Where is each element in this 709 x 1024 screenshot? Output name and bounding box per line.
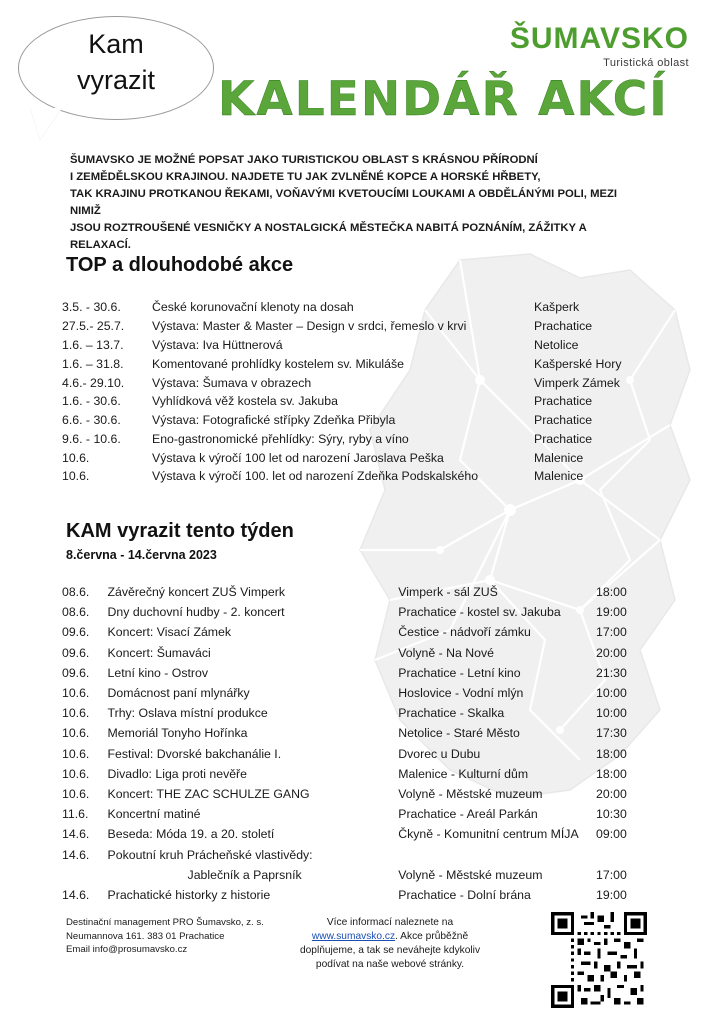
event-time: 21:30 bbox=[596, 665, 627, 680]
event-time: 10:00 bbox=[596, 686, 627, 701]
event-name: Výstava: Fotografické střípky Zdeňka Přibyla bbox=[152, 413, 396, 428]
event-name: Eno-gastronomické přehlídky: Sýry, ryby a víno bbox=[152, 431, 409, 446]
event-place: Kašperské Hory bbox=[534, 356, 622, 371]
event-date bbox=[62, 865, 102, 885]
event-place: Prachatice bbox=[534, 394, 593, 409]
event-place: Prachatice - kostel sv. Jakuba bbox=[398, 605, 561, 620]
table-row bbox=[62, 354, 652, 373]
table-row bbox=[62, 885, 662, 905]
event-date: 3.5. - 30.6. bbox=[62, 300, 121, 315]
table-row bbox=[62, 764, 662, 784]
speech-bubble-tail bbox=[30, 108, 62, 140]
event-name: Festival: Dvorské bakchanálie I. bbox=[107, 746, 282, 761]
brand-subtitle: Turistická oblast bbox=[603, 57, 689, 69]
bubble-line-1: Kam bbox=[88, 29, 144, 59]
section-title-week-events: KAM vyrazit tento týden bbox=[66, 520, 294, 542]
more-info-line-2: . Akce průběžně bbox=[395, 931, 469, 942]
top-events-body bbox=[62, 298, 652, 486]
organization-contact bbox=[66, 916, 264, 957]
event-place: Malenice - Kulturní dům bbox=[398, 766, 529, 781]
event-place: Hoslovice - Vodní mlýn bbox=[398, 686, 524, 701]
table-row bbox=[62, 392, 652, 411]
event-date: 27.5.- 25.7. bbox=[62, 319, 125, 334]
week-events-body bbox=[62, 582, 662, 905]
more-info-line-1: Více informací naleznete na bbox=[326, 917, 454, 928]
event-date: 11.6. bbox=[62, 807, 89, 822]
event-time bbox=[596, 844, 662, 864]
event-name: Letní kino - Ostrov bbox=[107, 665, 209, 680]
event-place: Čkyně - Komunitní centrum MÍJA bbox=[398, 827, 579, 842]
event-time: 17:00 bbox=[596, 625, 627, 640]
event-name: Pokoutní kruh Prácheňské vlastivědy: bbox=[107, 847, 313, 862]
event-time: 18:00 bbox=[596, 746, 627, 761]
brand-name: ŠUMAVSKO bbox=[509, 22, 689, 55]
week-events-table bbox=[62, 582, 662, 905]
table-row bbox=[62, 317, 652, 336]
event-place: Volyně - Na Nové bbox=[398, 645, 494, 660]
event-place bbox=[398, 844, 596, 864]
event-name: Koncert: Visací Zámek bbox=[107, 625, 232, 640]
event-time: 18:00 bbox=[596, 585, 627, 600]
event-name: Memoriál Tonyho Hořínka bbox=[107, 726, 248, 741]
event-name: Dny duchovní hudby - 2. koncert bbox=[107, 605, 285, 620]
week-date-range: 8.června - 14.června 2023 bbox=[66, 548, 217, 562]
intro-line-2: I ZEMĚDĚLSKOU KRAJINOU. NAJDETE TU JAK ZVLNĚNÉ KOPCE A HORSKÉ HŘBETY, bbox=[70, 171, 541, 183]
event-date: 14.6. bbox=[62, 847, 90, 862]
event-place: Kašperk bbox=[534, 300, 580, 315]
event-place: Prachatice bbox=[534, 319, 593, 334]
event-name: Trhy: Oslava místní produkce bbox=[107, 706, 268, 721]
event-place: Prachatice bbox=[534, 413, 593, 428]
event-place: Vimperk - sál ZUŠ bbox=[398, 585, 498, 600]
section-title-top-events: TOP a dlouhodobé akce bbox=[66, 254, 294, 276]
event-date: 10.6. bbox=[62, 746, 90, 761]
event-name: Závěrečný koncert ZUŠ Vimperk bbox=[107, 585, 285, 600]
table-row bbox=[62, 582, 662, 602]
more-info-note bbox=[280, 916, 500, 972]
event-date: 08.6. bbox=[62, 585, 90, 600]
intro-line-4: JSOU ROZTROUŠENÉ VESNIČKY A NOSTALGICKÁ MĚSTEČKA NABITÁ POZNÁNÍM, ZÁŽITKY A RELAXACÍ. bbox=[70, 222, 587, 251]
table-row bbox=[62, 448, 652, 467]
event-date: 14.6. bbox=[62, 827, 90, 842]
speech-bubble-text bbox=[18, 26, 214, 98]
event-name: Divadlo: Liga proti nevěře bbox=[107, 766, 247, 781]
event-time: 10:00 bbox=[596, 706, 627, 721]
event-date: 10.6. bbox=[62, 450, 90, 465]
event-date: 9.6. - 10.6. bbox=[62, 431, 121, 446]
event-time: 18:00 bbox=[596, 766, 627, 781]
event-place: Volyně - Městské muzeum bbox=[398, 786, 543, 801]
event-date: 09.6. bbox=[62, 665, 90, 680]
event-name: Domácnost paní mlynářky bbox=[107, 686, 250, 701]
event-name: Výstava: Šumava v obrazech bbox=[152, 375, 312, 390]
bubble-line-2: vyrazit bbox=[76, 65, 155, 95]
event-place: Čestice - nádvoří zámku bbox=[398, 625, 531, 640]
page-header bbox=[0, 0, 709, 150]
event-time: 17:00 bbox=[596, 867, 627, 882]
table-row bbox=[62, 804, 662, 824]
event-place: Malenice bbox=[534, 469, 584, 484]
event-place: Netolice bbox=[534, 337, 579, 352]
intro-line-1: ŠUMAVSKO JE MOŽNÉ POPSAT JAKO TURISTICKOU OBLAST S KRÁSNOU PŘÍRODNÍ bbox=[70, 154, 538, 166]
event-name: Jablečník a Paprsník bbox=[187, 867, 302, 882]
event-time: 19:00 bbox=[596, 605, 627, 620]
top-events-table bbox=[62, 298, 652, 486]
qr-code[interactable] bbox=[551, 912, 647, 1008]
table-row bbox=[62, 824, 662, 844]
event-date: 09.6. bbox=[62, 625, 90, 640]
event-name: Beseda: Móda 19. a 20. století bbox=[107, 827, 275, 842]
event-name: Koncert: THE ZAC SCHULZE GANG bbox=[107, 786, 310, 801]
event-date: 10.6. bbox=[62, 706, 90, 721]
event-name: Výstava: Master & Master – Design v srdci, řemeslo v krvi bbox=[152, 319, 467, 334]
table-row bbox=[62, 602, 662, 622]
event-time: 20:00 bbox=[596, 645, 627, 660]
more-info-line-3: doplňujeme, a tak se neváhejte kdykoliv bbox=[299, 945, 481, 956]
org-email: Email info@prosumavsko.cz bbox=[66, 944, 188, 955]
org-address: Neumannova 161. 383 01 Prachatice bbox=[66, 930, 225, 942]
event-time: 19:00 bbox=[596, 887, 627, 902]
event-time: 10:30 bbox=[596, 807, 627, 822]
event-date: 1.6. – 13.7. bbox=[62, 337, 124, 352]
event-name: Výstava k výročí 100. let od narození Zdeňka Podskalského bbox=[152, 469, 479, 484]
event-name: Koncertní matiné bbox=[107, 807, 201, 822]
table-row bbox=[62, 429, 652, 448]
event-date: 4.6.- 29.10. bbox=[62, 375, 125, 390]
table-row bbox=[62, 336, 652, 355]
event-date: 6.6. - 30.6. bbox=[62, 413, 121, 428]
table-row bbox=[62, 622, 662, 642]
table-row bbox=[62, 844, 662, 864]
event-date: 10.6. bbox=[62, 766, 90, 781]
table-row bbox=[62, 723, 662, 743]
event-place: Prachatice bbox=[534, 431, 593, 446]
event-date: 09.6. bbox=[62, 645, 90, 660]
table-row bbox=[62, 373, 652, 392]
event-place: Dvorec u Dubu bbox=[398, 746, 481, 761]
brand-logo bbox=[510, 24, 689, 69]
event-date: 1.6. - 30.6. bbox=[62, 394, 121, 409]
event-name: Prachatické historky z historie bbox=[107, 887, 271, 902]
event-date: 08.6. bbox=[62, 605, 90, 620]
intro-paragraph bbox=[70, 152, 650, 254]
table-row bbox=[62, 663, 662, 683]
org-name: Destinační management PRO Šumavsko, z. s. bbox=[66, 917, 264, 928]
table-row bbox=[62, 784, 662, 804]
page-footer bbox=[0, 908, 709, 1024]
table-row bbox=[62, 683, 662, 703]
event-place: Prachatice - Skalka bbox=[398, 706, 505, 721]
more-info-line-4: podívat na naše webové stránky. bbox=[315, 959, 465, 970]
event-place: Volyně - Městské muzeum bbox=[398, 867, 543, 882]
event-name: České korunovační klenoty na dosah bbox=[152, 300, 354, 315]
event-name: Výstava k výročí 100 let od narození Jaroslava Peška bbox=[152, 450, 444, 465]
table-row bbox=[62, 467, 652, 486]
event-place: Prachatice - Dolní brána bbox=[398, 887, 531, 902]
event-date: 10.6. bbox=[62, 686, 90, 701]
event-place: Netolice - Staré Město bbox=[398, 726, 520, 741]
event-date: 10.6. bbox=[62, 469, 90, 484]
event-place: Prachatice - Letní kino bbox=[398, 665, 521, 680]
table-row bbox=[62, 411, 652, 430]
intro-line-3: TAK KRAJINU PROTKANOU ŘEKAMI, VOŇAVÝMI KVETOUCÍMI LOUKAMI A OBDĚLÁNÝMI POLI, MEZI NIMIŽ bbox=[70, 188, 618, 217]
table-row bbox=[62, 865, 662, 885]
event-date: 10.6. bbox=[62, 786, 90, 801]
website-link[interactable]: www.sumavsko.cz bbox=[311, 931, 396, 942]
event-time: 09:00 bbox=[596, 827, 627, 842]
event-place: Malenice bbox=[534, 450, 584, 465]
event-date: 14.6. bbox=[62, 887, 90, 902]
table-row bbox=[62, 643, 662, 663]
event-name: Koncert: Šumaváci bbox=[107, 645, 211, 660]
table-row bbox=[62, 744, 662, 764]
event-name: Vyhlídková věž kostela sv. Jakuba bbox=[152, 394, 338, 409]
event-time: 17:30 bbox=[596, 726, 627, 741]
event-name: Komentované prohlídky kostelem sv. Mikuláše bbox=[152, 356, 404, 371]
event-name: Výstava: Iva Hüttnerová bbox=[152, 337, 283, 352]
event-date: 1.6. – 31.8. bbox=[62, 356, 124, 371]
event-place: Prachatice - Areál Parkán bbox=[398, 807, 538, 822]
table-row bbox=[62, 703, 662, 723]
event-place: Vimperk Zámek bbox=[534, 375, 620, 390]
event-date: 10.6. bbox=[62, 726, 90, 741]
page-title: KALENDÁŘ AKCÍ bbox=[218, 72, 669, 127]
table-row bbox=[62, 298, 652, 317]
event-time: 20:00 bbox=[596, 786, 627, 801]
